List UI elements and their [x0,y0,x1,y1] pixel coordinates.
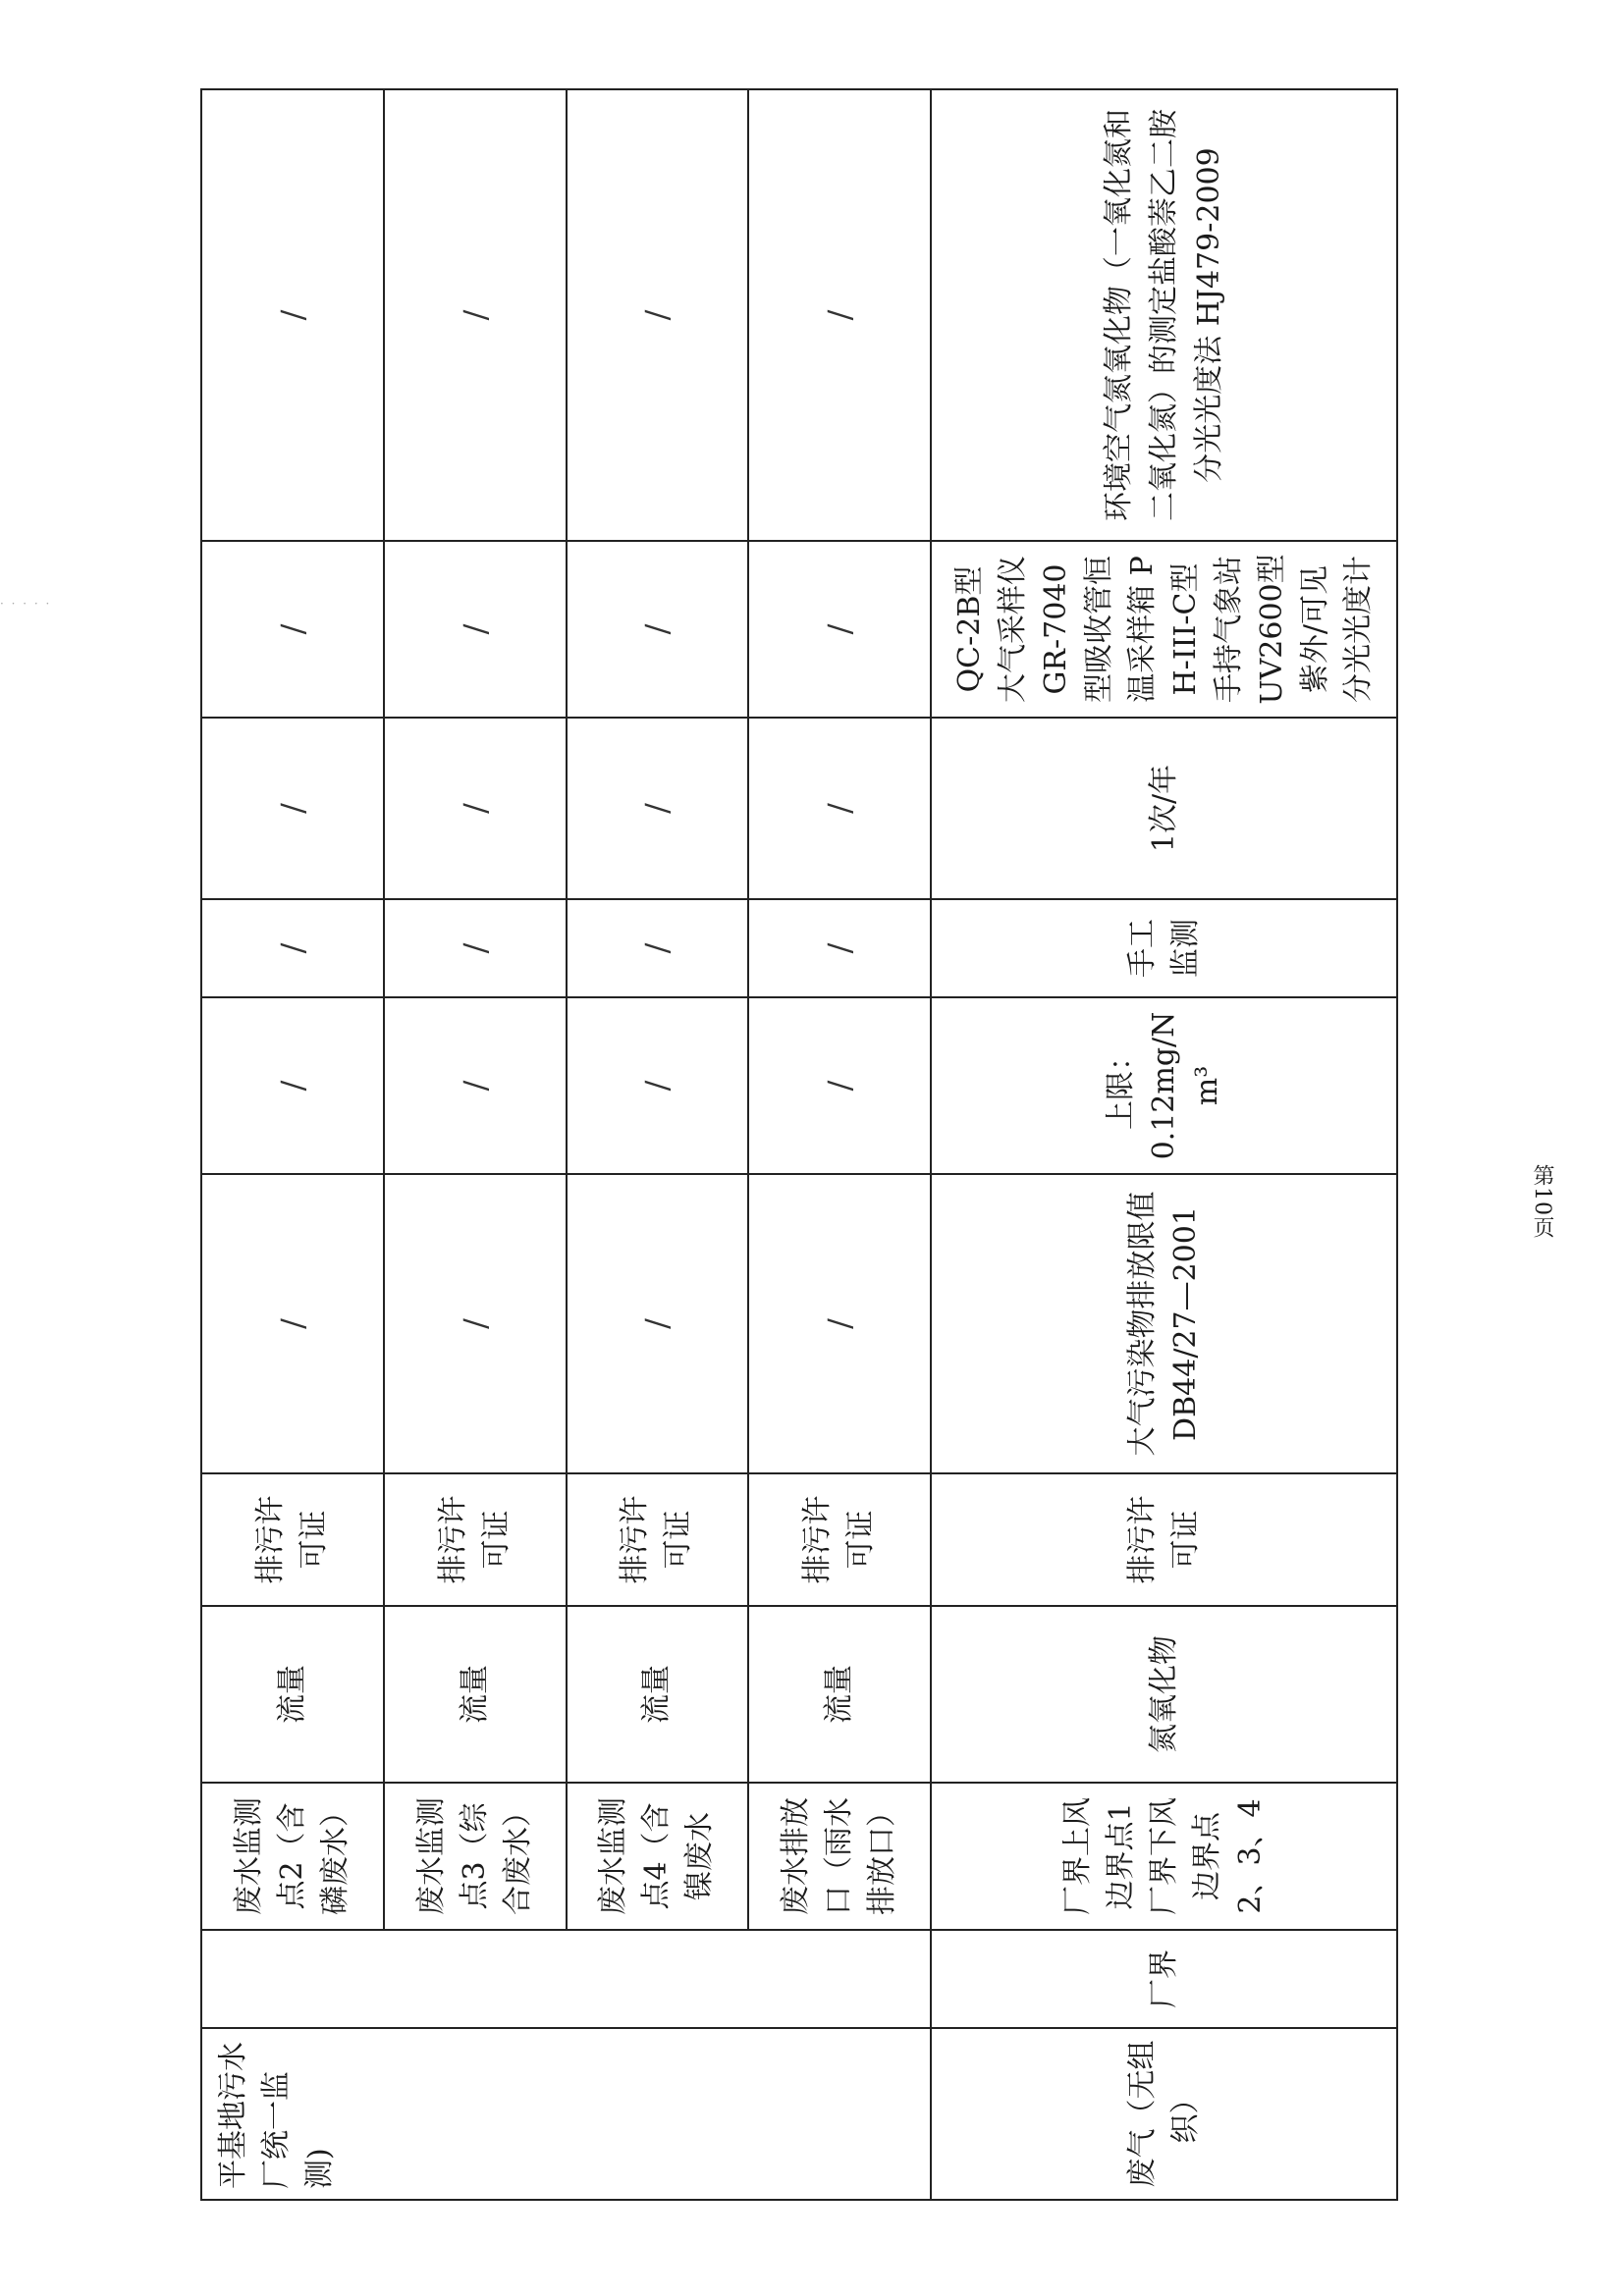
instrument-cell: / [201,541,384,718]
monitoring-table [200,88,1398,2201]
point-cell: 厂界上风边界点1厂界下风边界点2、3、4 [931,1783,1397,1930]
standard-source-cell: 排污许可证 [748,1473,931,1606]
method-type-cell: / [567,899,749,997]
standard-name-cell: 大气污染物排放限值 DB44/27—2001 [931,1174,1397,1473]
standard-name-cell: / [384,1174,567,1473]
category-cell: 废气（无组织） [931,2028,1397,2200]
frequency-cell: / [201,718,384,899]
standard-name-cell: / [567,1174,749,1473]
analysis-method-cell: / [201,89,384,541]
standard-name-cell: / [748,1174,931,1473]
group-cell: 平基地污水厂统一监测) [201,2028,931,2200]
analysis-method-cell: / [748,89,931,541]
instrument-cell: / [748,541,931,718]
method-type-cell: / [201,899,384,997]
limit-cell [931,997,1397,1174]
frequency-cell: 1次/年 [931,718,1397,899]
item-cell: 流量 [748,1606,931,1783]
table-row [201,89,384,2200]
frequency-cell: / [748,718,931,899]
scan-noise: · · · · · [0,597,52,611]
instrument-cell: QC-2B型大气采样仪 GR-7040型吸收管恒温采样箱 PH-III-C型手持气象站 UV2600型紫外/可见分光光度计 [931,541,1397,718]
limit-cell: / [748,997,931,1174]
point-cell: 废水排放口（雨水排放口） [748,1783,931,1930]
standard-source-cell: 排污许可证 [567,1473,749,1606]
method-type-cell: / [748,899,931,997]
method-type-cell: 手工监测 [931,899,1397,997]
method-type-cell: / [384,899,567,997]
analysis-method-cell: / [384,89,567,541]
standard-source-cell: 排污许可证 [201,1473,384,1606]
table-row [384,89,567,2200]
point-cell: 废水监测点4（含镍废水 [567,1783,749,1930]
item-cell: 流量 [567,1606,749,1783]
item-cell: 流量 [201,1606,384,1783]
analysis-method-cell: 环境空气氮氧化物（一氧化氮和二氧化氮）的测定盐酸萘乙二胺分光光度法 HJ479-2009 [931,89,1397,541]
limit-cell: / [201,997,384,1174]
limit-value: 0.12mg/Nm³ [1146,1011,1224,1160]
instrument-cell: / [384,541,567,718]
limit-label: 上限： [1103,1041,1138,1130]
standard-source-cell: 排污许可证 [931,1473,1397,1606]
instrument-cell: / [567,541,749,718]
limit-cell: / [384,997,567,1174]
standard-name-cell: / [201,1174,384,1473]
frequency-cell: / [384,718,567,899]
limit-cell: / [567,997,749,1174]
location-cell: 厂界 [931,1930,1397,2028]
frequency-cell: / [567,718,749,899]
location-cell-empty [201,1930,931,2028]
table-row [567,89,749,2200]
page-number: 第10页 [1530,1164,1554,1239]
analysis-method-cell: / [567,89,749,541]
point-cell: 废水监测点2（含磷废水） [201,1783,384,1930]
table-row [931,89,1397,2200]
item-cell: 氮氧化物 [931,1606,1397,1783]
standard-source-cell: 排污许可证 [384,1473,567,1606]
item-cell: 流量 [384,1606,567,1783]
point-cell: 废水监测点3（综合废水） [384,1783,567,1930]
table-row [748,89,931,2200]
rotated-table-container [200,90,1398,2201]
